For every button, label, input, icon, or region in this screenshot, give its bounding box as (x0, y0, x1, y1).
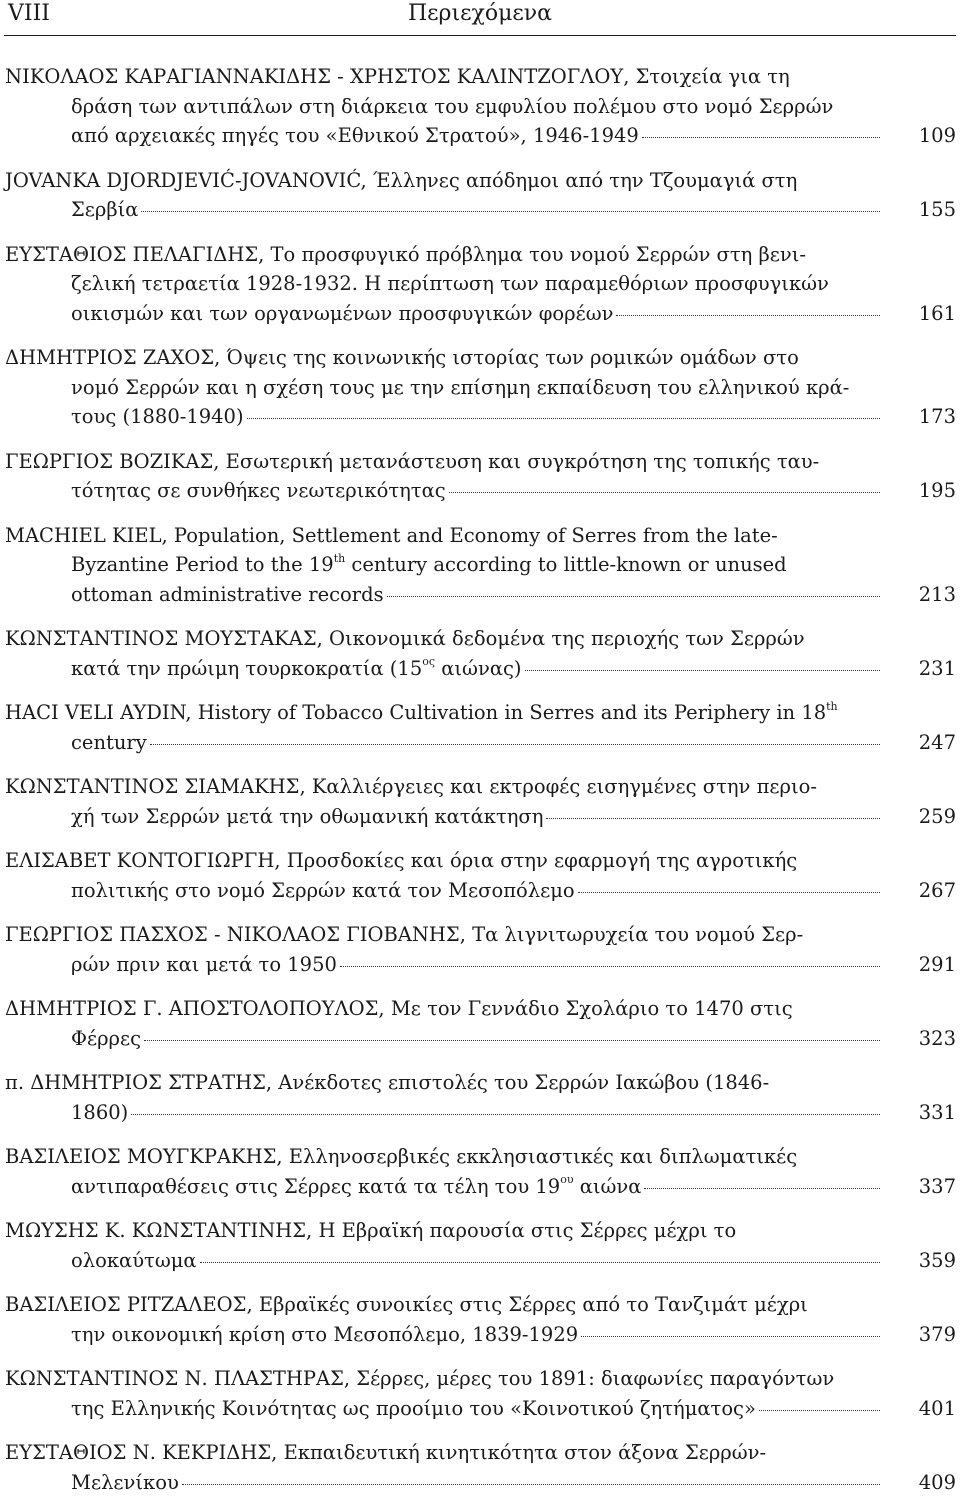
toc-entry-continuation (5, 876, 890, 906)
toc-page-number: 155 (918, 198, 956, 221)
toc-page-number: 247 (918, 730, 956, 754)
toc-entry-text: Μελενίκου (71, 1470, 179, 1494)
toc-entry[interactable] (5, 1438, 956, 1497)
toc-entry-text: την οικονομική κρίση στο Μεσοπόλεμο, 1839-1929 (71, 1322, 579, 1346)
toc-entry-text: Σερβία (71, 198, 139, 221)
toc-entry[interactable] (5, 624, 956, 683)
toc-entry-author-title: ΕΛΙΣΑΒΕΤ ΚΟΝΤΟΓΙΩΡΓΗ, Προσδοκίες και όρια στην εφαρμογή της αγροτικής (5, 849, 798, 872)
toc-entry[interactable] (5, 343, 956, 432)
toc-entry-text: ottoman administrative records (71, 582, 384, 606)
dot-leader (144, 1040, 880, 1041)
dot-leader (340, 966, 880, 967)
toc-entry-text: πολιτικής στο νομό Σερρών κατά τον Μεσοπόλεμο (71, 878, 575, 902)
toc-entry-text: της Ελληνικής Κοινότητας ως προοίμιο του «Κοινοτικού ζητήματος» (71, 1396, 756, 1420)
toc-entry-author-title: ΕΥΣΤΑΘΙΟΣ Ν. ΚΕΚΡΙΔΗΣ, Εκπαιδευτική κινητικότητα στον άξονα Σερρών- (5, 1441, 767, 1464)
toc-entry-continuation (5, 728, 890, 758)
toc-entry-text: Φέρρες (71, 1026, 142, 1050)
toc-entry-text: χή των Σερρών μετά την οθωμανική κατάκτηση (71, 804, 544, 828)
toc-entry[interactable] (5, 846, 956, 905)
dot-leader (525, 670, 880, 671)
toc-entry-author-title: ΜΩΥΣΗΣ Κ. ΚΩΝΣΤΑΝΤΙΝΗΣ, Η Εβραϊκή παρουσία στις Σέρρες μέχρι το (5, 1219, 737, 1242)
dot-leader (644, 1188, 880, 1189)
toc-entry-author-title: ΓΕΩΡΓΙΟΣ ΒΟΖΙΚΑΣ, Εσωτερική μετανάστευση και συγκρότηση της τοπικής ταυ- (5, 449, 820, 473)
header-rule (4, 35, 956, 36)
toc-entry-continuation (5, 802, 890, 832)
toc-entry-author-title: HACI VELI AYDIN, History of Tobacco Cultivation in Serres and its Periphery in 18th (5, 699, 838, 724)
toc-entry-continuation (5, 1320, 890, 1350)
toc-entry-author-title: MACHIEL KIEL, Population, Settlement and Economy of Serres from the late- (5, 523, 778, 547)
toc-entry-text: 1860) (71, 1100, 129, 1124)
dot-leader (759, 1410, 880, 1411)
dot-leader (141, 211, 880, 212)
toc-entry-text: τότητας σε συνθήκες νεωτερικότητας (71, 479, 446, 502)
toc-entry-continuation (5, 195, 890, 225)
toc-entry[interactable] (5, 772, 956, 831)
toc-entry-continuation (5, 654, 890, 684)
running-title: Περιεχόμενα (407, 1, 553, 26)
toc-entry-text: από αρχειακές πηγές του «Εθνικού Στρατού», 1946-1949 (71, 124, 639, 147)
toc-entry-continuation (5, 476, 890, 506)
toc-entry-continuation (5, 1024, 890, 1054)
toc-entry-text: century (71, 730, 147, 754)
toc-entry[interactable] (5, 920, 956, 979)
dot-leader (616, 315, 880, 316)
dot-leader (182, 1484, 880, 1485)
toc-page-number: 379 (918, 1322, 956, 1346)
page-header (0, 0, 960, 40)
toc-entry-text: κατά την πρώιμη τουρκοκρατία ($15^{o\varsigma}$ αιώνας) (71, 655, 522, 680)
dot-leader (449, 492, 880, 493)
toc-page-number: 337 (918, 1174, 956, 1198)
dot-leader (150, 744, 880, 745)
toc-entry-continuation (5, 1468, 890, 1498)
toc-entry-author-title: ΚΩΝΣΤΑΝΤΙΝΟΣ ΜΟΥΣΤΑΚΑΣ, Οικονομικά δεδομένα της περιοχής των Σερρών (5, 627, 805, 650)
toc-entry-continuation: Byzantine Period to the 19th century according to little-known or unused (71, 551, 787, 576)
toc-page-number: 359 (918, 1248, 956, 1272)
toc-entry[interactable] (5, 1068, 956, 1127)
dot-leader (642, 137, 880, 138)
toc-entry-continuation (5, 402, 890, 432)
dot-leader (546, 818, 880, 819)
toc-entry[interactable] (5, 1364, 956, 1423)
toc-entry-continuation: δράση των αντιπάλων στη διάρκεια του εμφυλίου πολέμου στο νομό Σερρών (71, 94, 834, 118)
toc-page-number: 259 (918, 804, 956, 828)
toc-page-number: 109 (918, 124, 956, 147)
toc-page-number: 267 (918, 878, 956, 902)
toc-entry-author-title: JOVANKA DJORDJEVIĆ-JOVANOVIĆ, Έλληνες απόδημοι από την Τζουμαγιά στη (5, 168, 798, 192)
toc-entry[interactable] (5, 1290, 956, 1349)
toc-entry-continuation (5, 1394, 890, 1424)
toc-entry-author-title: ΚΩΝΣΤΑΝΤΙΝΟΣ ΣΙΑΜΑΚΗΣ, Καλλιέργειες και εκτροφές εισηγμένες στην περιο- (5, 775, 817, 798)
dot-leader (131, 1114, 880, 1115)
toc-page-number: 231 (918, 656, 956, 680)
toc-entry-author-title: ΕΥΣΤΑΘΙΟΣ ΠΕΛΑΓΙΔΗΣ, Το προσφυγικό πρόβλημα του νομού Σερρών στη βενι- (5, 242, 806, 266)
page-number: VIII (8, 1, 50, 26)
toc-entry[interactable] (5, 1142, 956, 1201)
toc-entry-text: ρών πριν και μετά το 1950 (71, 952, 337, 976)
toc-entry-continuation (5, 950, 890, 980)
toc-entry-author-title: ΚΩΝΣΤΑΝΤΙΝΟΣ Ν. ΠΛΑΣΤΗΡΑΣ, Σέρρες, μέρες του 1891: διαφωνίες παραγόντων (5, 1367, 835, 1390)
toc-entry-continuation (5, 1098, 890, 1128)
toc-entry[interactable] (5, 62, 956, 151)
toc-entry-author-title: ΒΑΣΙΛΕΙΟΣ ΜΟΥΓΚΡΑΚΗΣ, Ελληνοσερβικές εκκλησιαστικές και διπλωματικές (5, 1145, 798, 1168)
toc-entry-continuation (5, 1172, 890, 1202)
dot-leader (200, 1262, 880, 1263)
toc-entry[interactable] (5, 698, 956, 757)
toc-page-number: 323 (918, 1026, 956, 1050)
toc-entry[interactable] (5, 521, 956, 610)
toc-entry-continuation: νομό Σερρών και η σχέση τους με την επίσημη εκπαίδευση του ελληνικού κρά- (71, 375, 850, 399)
dot-leader (247, 418, 880, 419)
toc-entry-author-title: ΔΗΜΗΤΡΙΟΣ ΖΑΧΟΣ, Όψεις της κοινωνικής ιστορίας των ρομικών ομάδων στο (5, 346, 799, 369)
toc-page-number: 291 (918, 952, 956, 976)
toc-page-number: 173 (918, 405, 956, 428)
dot-leader (387, 596, 880, 597)
dot-leader (581, 1336, 880, 1337)
toc-entry-continuation (5, 1246, 890, 1276)
toc-entry[interactable] (5, 447, 956, 506)
toc-entry-author-title: ΔΗΜΗΤΡΙΟΣ Γ. ΑΠΟΣΤΟΛΟΠΟΥΛΟΣ, Με τον Γεννάδιο Σχολάριο το 1470 στις (5, 997, 793, 1020)
toc-entry-author-title: ΓΕΩΡΓΙΟΣ ΠΑΣΧΟΣ - ΝΙΚΟΛΑΟΣ ΓΙΟΒΑΝΗΣ, Τα λιγνιτωρυχεία του νομού Σερ- (5, 923, 804, 946)
toc-page-number: 401 (918, 1396, 956, 1420)
toc-entry-continuation (5, 299, 890, 329)
toc-page-number: 161 (918, 301, 956, 325)
toc-entry-author-title: π. ΔΗΜΗΤΡΙΟΣ ΣΤΡΑΤΗΣ, Ανέκδοτες επιστολές του Σερρών Ιακώβου (1846- (5, 1071, 770, 1094)
toc-entry-continuation (5, 580, 890, 610)
toc-page-number: 331 (918, 1100, 956, 1124)
toc-entry-text: οικισμών και των οργανωμένων προσφυγικών φορέων (71, 301, 614, 325)
toc-entry[interactable] (5, 994, 956, 1053)
toc-entry-text: τους (1880-1940) (71, 405, 244, 428)
toc-page-number: 409 (918, 1470, 956, 1494)
toc-entry-continuation: ζελική τετραετία 1928-1932. Η περίπτωση των παραμεθόριων προσφυγικών (71, 272, 829, 295)
toc-entry[interactable] (5, 166, 956, 225)
toc-entry[interactable] (5, 240, 956, 329)
toc-page-number: 195 (918, 479, 956, 502)
toc-entry-continuation (5, 121, 890, 151)
dot-leader (578, 892, 880, 893)
toc-entry-text: αντιπαραθέσεις στις Σέρρες κατά τα τέλη του $19^{o\upsilon}$ αιώνα (71, 1173, 642, 1198)
toc-entry[interactable] (5, 1216, 956, 1275)
toc-page-number: 213 (918, 582, 956, 606)
toc-entry-text: ολοκαύτωμα (71, 1248, 197, 1272)
table-of-contents (5, 62, 956, 1512)
toc-entry-author-title: ΝΙΚΟΛΑΟΣ ΚΑΡΑΓΙΑΝΝΑΚΙΔΗΣ - ΧΡΗΣΤΟΣ ΚΑΛΙΝΤΖΟΓΛΟΥ, Στοιχεία για τη (5, 65, 790, 88)
toc-entry-author-title: ΒΑΣΙΛΕΙΟΣ ΡΙΤΖΑΛΕΟΣ, Εβραϊκές συνοικίες στις Σέρρες από το Τανζιμάτ μέχρι (5, 1293, 808, 1316)
